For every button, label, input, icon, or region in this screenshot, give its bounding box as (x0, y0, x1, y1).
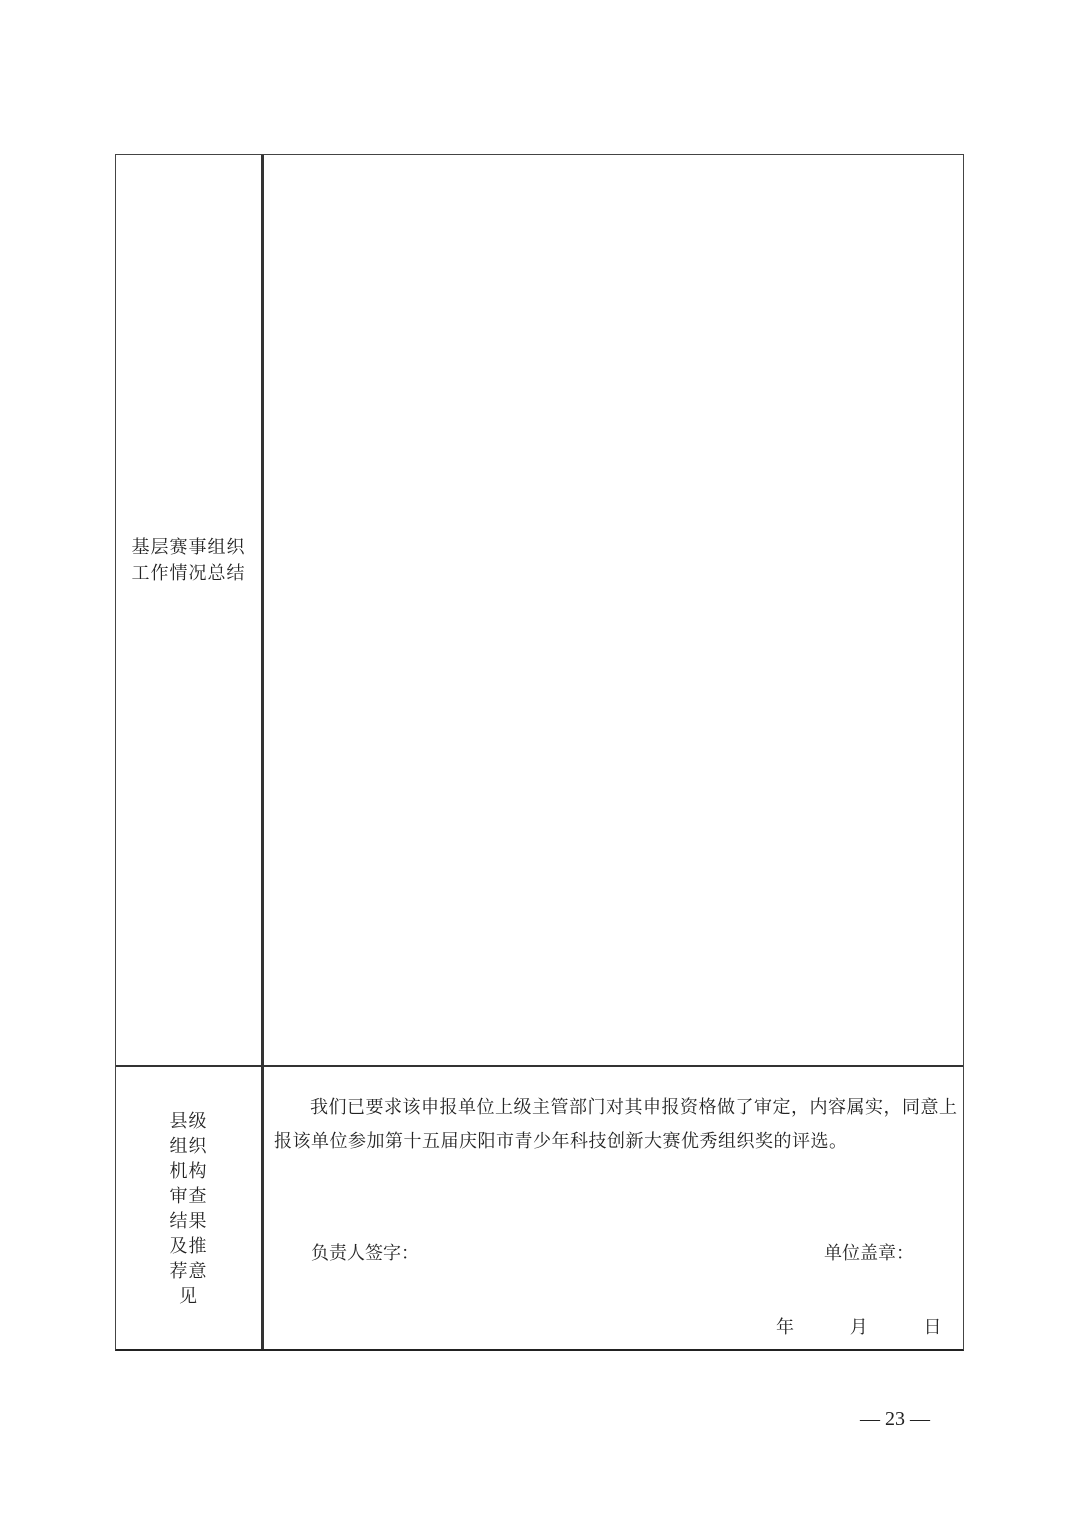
date-month-label: 月 (849, 1317, 868, 1338)
review-label-line: 县级 (169, 1111, 208, 1132)
summary-label-line1: 基层赛事组织 (131, 537, 246, 558)
review-label-line: 及推 (169, 1236, 208, 1257)
summary-section-label (116, 535, 261, 587)
signature-label: 负责人签字： (311, 1243, 419, 1264)
review-label-line: 见 (179, 1286, 198, 1307)
review-label-line: 审查 (169, 1186, 208, 1207)
row-divider (116, 1065, 963, 1067)
column-divider (261, 155, 264, 1349)
review-opinion-text: 我们已要求该申报单位上级主管部门对其申报资格做了审定，内容属实，同意上报该单位参加第十五届庆阳市青少年科技创新大赛优秀组织奖的评选。 (274, 1097, 958, 1152)
date-day-label: 日 (923, 1317, 942, 1338)
review-label-line: 组织 (169, 1136, 208, 1157)
review-label-line: 机构 (169, 1161, 208, 1182)
date-year-label: 年 (776, 1317, 794, 1338)
summary-label-line2: 工作情况总结 (131, 563, 246, 584)
review-label-line: 荐意 (169, 1261, 208, 1282)
review-section-label (116, 1109, 261, 1309)
date-row (776, 1313, 941, 1339)
application-form-table (115, 154, 964, 1351)
page-number: — 23 — (860, 1408, 930, 1430)
seal-label: 单位盖章： (824, 1243, 914, 1264)
review-label-line: 结果 (169, 1211, 208, 1232)
